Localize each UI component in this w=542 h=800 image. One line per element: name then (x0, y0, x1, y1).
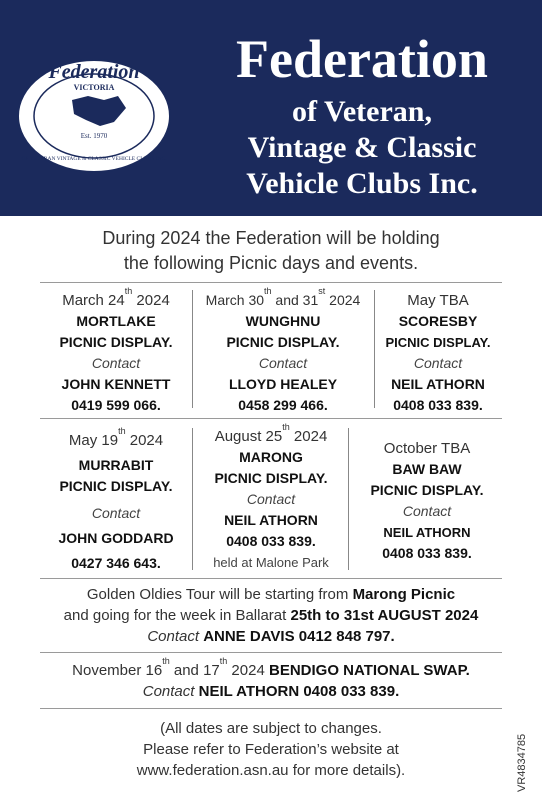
event-date-year: 2024 (132, 292, 170, 309)
event-murrabit (42, 426, 190, 574)
swap-date-2: and 17 (169, 662, 220, 679)
column-divider (348, 428, 349, 570)
logo-arc-text: Federation (48, 61, 140, 83)
title-line-3: Vehicle Clubs Inc. (246, 167, 478, 200)
event-date-day: August 25 (214, 428, 283, 445)
tour-dates: 25th to 31st AUGUST 2024 (290, 607, 479, 624)
event-display: PICNIC DISPLAY. (385, 335, 491, 350)
event-contact-phone: 0408 033 839. (226, 533, 316, 549)
event-contact-label: Contact (258, 355, 308, 371)
event-display: PICNIC DISPLAY. (59, 334, 173, 350)
footer-line-2: Please refer to Federation’s website at (143, 741, 399, 758)
event-date (42, 286, 190, 311)
event-contact-label: Contact (402, 503, 452, 519)
swap-date-suffix: th (162, 656, 170, 666)
swap-year: 2024 (227, 662, 269, 679)
title-block (182, 30, 542, 202)
event-date-day: May 19 (68, 432, 119, 449)
tour-contact-label: Contact (147, 628, 204, 645)
event-contact-phone: 0458 299 466. (238, 397, 328, 413)
event-location: WUNGHNU (245, 313, 321, 329)
divider (40, 578, 502, 579)
event-contact-phone: 0408 033 839. (382, 545, 472, 561)
reference-code: VR4834785 (516, 733, 528, 792)
title-main: Federation (236, 29, 488, 89)
footer-line-1: (All dates are subject to changes. (160, 720, 382, 737)
intro-text (40, 226, 502, 276)
event-date-day: March 30 (205, 292, 265, 308)
column-divider (192, 290, 193, 408)
event-date-year: 2024 (325, 292, 361, 308)
event-contact-label: Contact (91, 505, 141, 521)
event-date-suffix: th (282, 422, 290, 432)
event-contact-name: JOHN KENNETT (61, 376, 171, 392)
event-location: BAW BAW (392, 461, 462, 477)
tour-text: Golden Oldies Tour will be starting from (86, 586, 353, 603)
event-date-suffix: th (264, 286, 272, 297)
event-location: MARONG (239, 449, 303, 465)
event-wunghnu (194, 286, 372, 416)
event-venue-note: held at Malone Park (213, 555, 329, 570)
event-contact-phone: 0419 599 066. (71, 397, 161, 413)
divider (40, 282, 502, 283)
event-contact-name: JOHN GODDARD (58, 530, 174, 546)
event-display: PICNIC DISPLAY. (59, 478, 173, 494)
event-contact-label: Contact (413, 355, 463, 371)
golden-oldies-tour (20, 584, 522, 647)
event-location: SCORESBY (398, 313, 478, 329)
event-date-year: 2024 (125, 432, 164, 449)
tour-text: and going for the week in Ballarat (63, 607, 291, 624)
swap-event-name: BENDIGO NATIONAL SWAP. (268, 662, 470, 679)
event-date: October TBA (383, 440, 471, 457)
event-contact-phone: 0427 346 643. (71, 555, 161, 571)
footer-line-3: www.federation.asn.au for more details). (136, 762, 406, 779)
divider (40, 418, 502, 419)
event-date-day: March 24 (62, 292, 125, 309)
swap-date-suffix-2: th (219, 656, 228, 666)
event-display: PICNIC DISPLAY. (370, 482, 484, 498)
footer-note (40, 718, 502, 781)
event-contact-label: Contact (246, 491, 296, 507)
swap-contact-label: Contact (142, 683, 199, 700)
event-mortlake (42, 286, 190, 416)
intro-line-1: During 2024 the Federation will be holding (102, 228, 440, 248)
tour-contact: ANNE DAVIS 0412 848 797. (203, 628, 395, 645)
title-line-1: of Veteran, (292, 95, 432, 128)
logo-est: Est. 1970 (80, 132, 108, 140)
swap-date: November 16 (72, 662, 163, 679)
event-contact-name: NEIL ATHORN (391, 376, 485, 392)
event-baw-baw (352, 438, 502, 564)
intro-line-2: the following Picnic days and events. (123, 253, 419, 273)
swap-contact: NEIL ATHORN 0408 033 839. (198, 683, 400, 700)
event-date-year: 2024 (289, 428, 328, 445)
logo-state: VICTORIA (73, 83, 115, 92)
tour-start-location: Marong Picnic (352, 586, 456, 603)
bendigo-swap (20, 656, 522, 702)
event-date (196, 422, 346, 447)
event-location: MURRABIT (78, 457, 154, 473)
header-banner (0, 0, 542, 216)
federation-logo-icon (14, 56, 174, 176)
event-date-mid: and 31 (271, 292, 319, 308)
event-scoresby (376, 290, 500, 416)
divider (40, 652, 502, 653)
event-contact-name: NEIL ATHORN (383, 525, 471, 540)
column-divider (192, 428, 193, 570)
event-contact-name: LLOYD HEALEY (228, 376, 338, 392)
event-contact-name: NEIL ATHORN (224, 512, 318, 528)
event-date-suffix-2: st (318, 286, 326, 297)
event-date (194, 286, 372, 311)
column-divider (374, 290, 375, 408)
event-date-suffix: th (118, 426, 126, 436)
event-display: PICNIC DISPLAY. (214, 470, 328, 486)
event-date (42, 426, 190, 451)
logo-ring-text: OF VETERAN VINTAGE & CLASSIC VEHICLE CLUBS INC. (21, 156, 167, 162)
event-marong (196, 422, 346, 573)
event-date-suffix: th (124, 286, 133, 296)
event-contact-phone: 0408 033 839. (393, 397, 483, 413)
event-location: MORTLAKE (76, 313, 156, 329)
title-line-2: Vintage & Classic (247, 131, 477, 164)
event-date: May TBA (407, 292, 469, 309)
divider (40, 708, 502, 709)
event-contact-label: Contact (91, 355, 141, 371)
event-display: PICNIC DISPLAY. (226, 334, 340, 350)
